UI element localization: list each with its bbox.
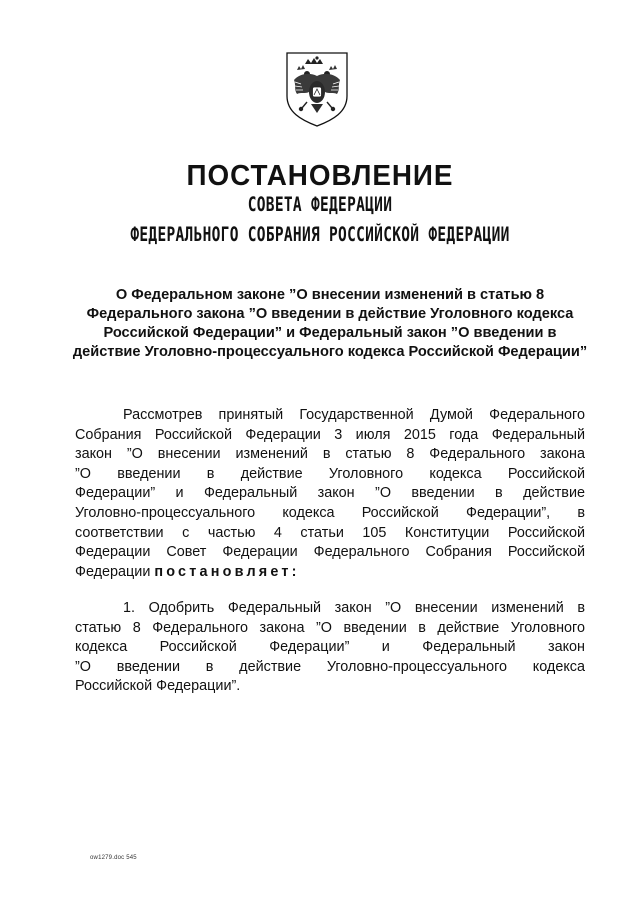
paragraph-line: Уголовно-процессуального кодекса Российской Федерации”, в	[75, 504, 585, 521]
document-type-title: ПОСТАНОВЛЕНИЕ	[186, 160, 454, 192]
paragraph-line: Федерации” и Федеральный закон ”О введении в действие	[75, 485, 585, 502]
paragraph-line	[75, 563, 585, 583]
paragraph-line: статью 8 Федерального закона ”О введении в действие Уголовного	[75, 619, 585, 636]
russian-coat-of-arms-icon	[283, 50, 351, 128]
subject-line: Федерального закона ”О введении в действие Уголовного кодекса	[86, 306, 574, 322]
paragraph-last-line-prefix: Федерации	[75, 563, 151, 580]
paragraph-line: ”О введении в действие Уголовного кодекса Российской	[75, 465, 585, 482]
issuing-body-line-1: СОВЕТА ФЕДЕРАЦИИ	[247, 195, 393, 217]
subject-line: О Федеральном законе ”О внесении изменений в статью 8	[115, 287, 545, 303]
paragraph-line: Собрания Российской Федерации 3 июля 2015 года Федеральный	[75, 426, 585, 443]
resolves-keyword: постановляет:	[154, 563, 300, 580]
paragraph-line: Российской Федерации”.	[75, 678, 241, 695]
subject-line: Российской Федерации” и Федеральный закон ”О введении в	[103, 325, 557, 341]
issuing-body-line-2: ФЕДЕРАЛЬНОГО СОБРАНИЯ РОССИЙСКОЙ ФЕДЕРАЦИИ	[130, 225, 510, 247]
paragraph-line: ”О введении в действие Уголовно-процессуального кодекса	[75, 658, 585, 675]
paragraph-line: кодекса Российской Федерации” и Федеральный закон	[75, 639, 585, 656]
document-subject	[50, 286, 610, 362]
paragraph-line: соответствии с частью 4 статьи 105 Конституции Российской	[75, 524, 585, 541]
paragraph-line: Федерации Совет Федерации Федерального Собрания Российской	[75, 544, 585, 561]
subject-line: действие Уголовно-процессуального кодекса Российской Федерации”	[72, 344, 588, 360]
paragraph-line: 1. Одобрить Федеральный закон ”О внесении изменений в	[123, 600, 585, 616]
document-file-code: ow1279.doc 545	[90, 855, 137, 861]
resolution-item-1	[75, 599, 585, 697]
paragraph-line: закон ”О внесении изменений в статью 8 Федерального закона	[75, 446, 585, 463]
paragraph-line: Рассмотрев принятый Государственной Думой Федерального	[123, 407, 585, 423]
preamble-paragraph	[75, 406, 585, 582]
